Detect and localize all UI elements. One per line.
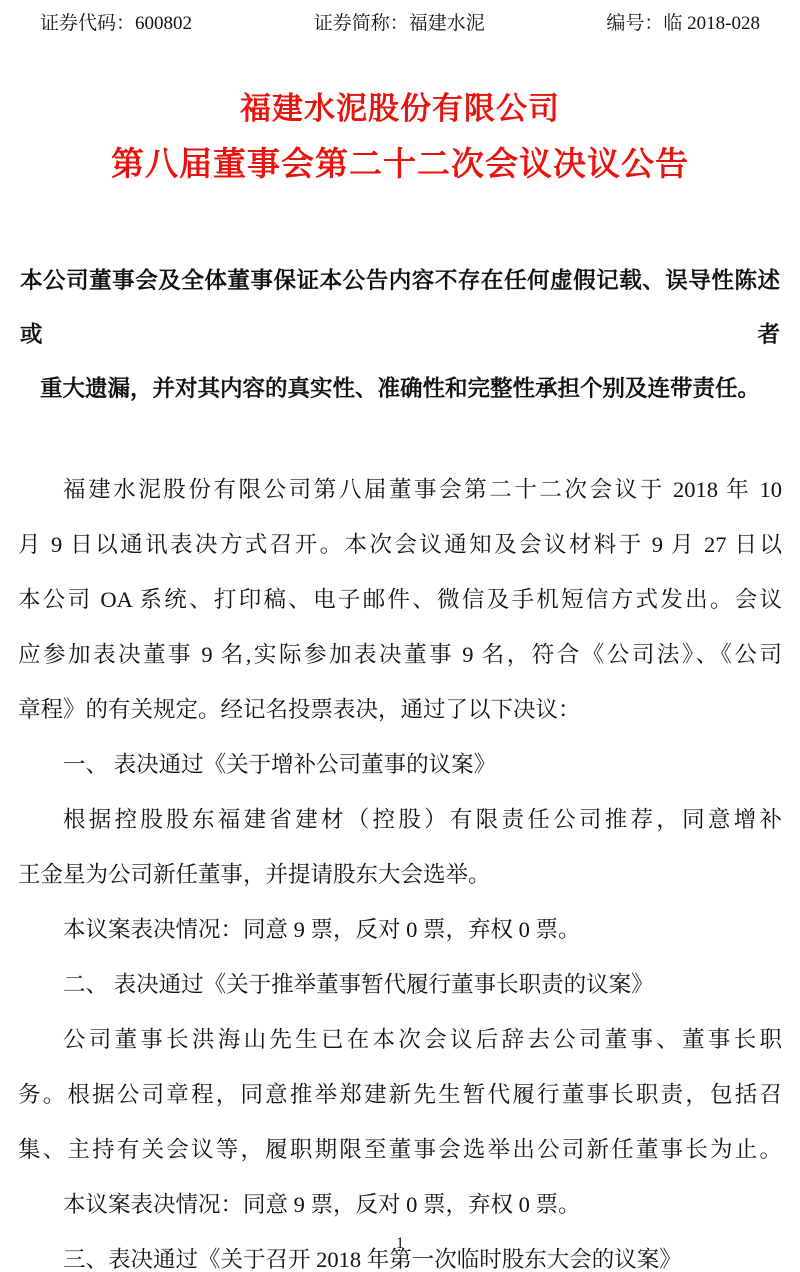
body-line: 王金星为公司新任董事，并提请股东大会选举。 — [18, 862, 491, 887]
body-line: 月 9 日以通讯表决方式召开。本次会议通知及会议材料于 9 月 27 日以 — [18, 532, 782, 557]
page-number: 1 — [396, 1235, 404, 1252]
statement-line: 本公司董事会及全体董事保证本公告内容不存在任何虚假记载、误导性陈述或者 — [20, 268, 780, 347]
document-title — [0, 80, 800, 194]
body-line: 章程》的有关规定。经记名投票表决，通过了以下决议： — [18, 697, 581, 722]
body-line-vote-result-1: 本议案表决情况：同意 9 票，反对 0 票，弃权 0 票。 — [63, 917, 581, 942]
document-header — [40, 0, 760, 36]
body-line: 务。根据公司章程，同意推举郑建新先生暂代履行董事长职责，包括召 — [18, 1082, 782, 1107]
body-line-item-2-heading: 二、 表决通过《关于推举董事暂代履行董事长职责的议案》 — [63, 972, 654, 997]
announcement-number: 编号：临 2018-028 — [606, 13, 760, 34]
statement-line: 重大遗漏，并对其内容的真实性、准确性和完整性承担个别及连带责任。 — [39, 376, 760, 401]
body-line: 本公司 OA 系统、打印稿、电子邮件、微信及手机短信方式发出。会议 — [18, 587, 782, 612]
body-line: 应参加表决董事 9 名,实际参加表决董事 9 名，符合《公司法》、《公司 — [18, 642, 782, 667]
body-line-item-3-heading: 三、表决通过《关于召开 2018 年第一次临时股东大会的议案》 — [63, 1247, 682, 1272]
board-statement — [20, 254, 780, 416]
body-line: 福建水泥股份有限公司第八届董事会第二十二次会议于 2018 年 10 — [63, 477, 782, 502]
stock-name: 证券简称：福建水泥 — [313, 13, 485, 34]
body-line-vote-result-2: 本议案表决情况：同意 9 票，反对 0 票，弃权 0 票。 — [63, 1192, 581, 1217]
title-company-name: 福建水泥股份有限公司 — [240, 91, 560, 126]
document-body — [18, 462, 782, 1272]
body-line: 根据控股股东福建省建材（控股）有限责任公司推荐，同意增补 — [63, 807, 782, 832]
body-line-item-1-heading: 一、 表决通过《关于增补公司董事的议案》 — [63, 752, 497, 777]
body-line: 集、主持有关会议等，履职期限至董事会选举出公司新任董事长为止。 — [18, 1137, 782, 1162]
body-line: 公司董事长洪海山先生已在本次会议后辞去公司董事、董事长职 — [63, 1027, 782, 1052]
title-meeting-resolution: 第八届董事会第二十二次会议决议公告 — [111, 147, 689, 183]
stock-code: 证券代码：600802 — [40, 13, 193, 34]
